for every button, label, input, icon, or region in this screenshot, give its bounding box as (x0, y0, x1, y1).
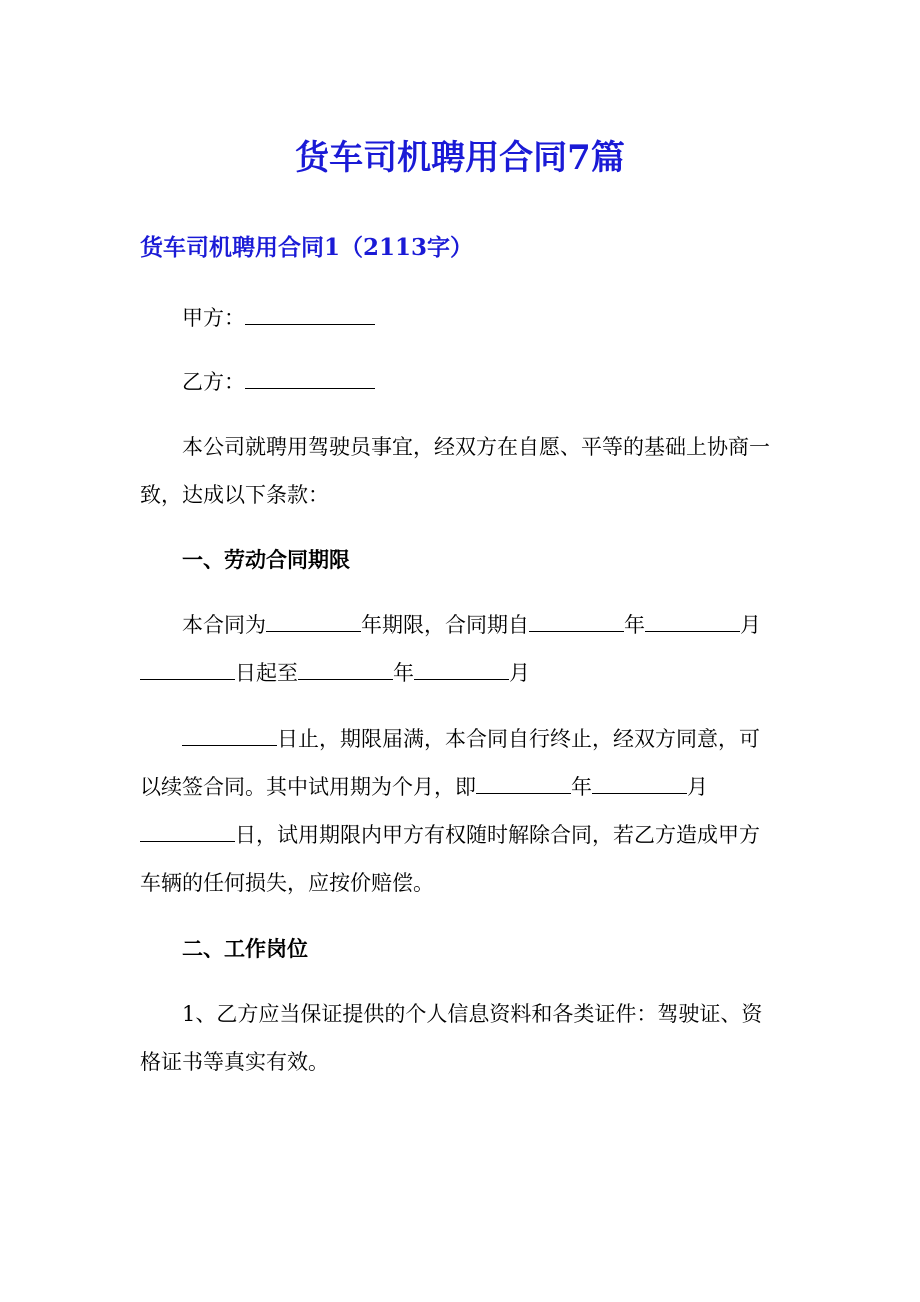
term-text: 以续签合同。其中试用期为个月，即 (140, 775, 476, 799)
intro-line-1: 本公司就聘用驾驶员事宜，经双方在自愿、平等的基础上协商一 (182, 435, 770, 459)
term-text: 年期限，合同期自 (361, 613, 529, 637)
party-a-blank (245, 304, 375, 325)
term-line-6: 车辆的任何损失，应按价赔偿。 (140, 871, 434, 895)
start-month-blank (645, 611, 740, 632)
end-month-blank (414, 659, 509, 680)
term-line-1 (182, 609, 780, 641)
term-text: 月 (740, 613, 761, 637)
trial-day-blank (140, 821, 235, 842)
start-year-blank (529, 611, 624, 632)
term-text: 日起至 (235, 661, 298, 685)
term-text: 年 (624, 613, 645, 637)
term-text: 日，试用期限内甲方有权随时解除合同，若乙方造成甲方 (235, 823, 760, 847)
section-title: 货车司机聘用合同1（2113字） (140, 234, 474, 261)
term-text: 本合同为 (182, 613, 266, 637)
clause2-item1-line2: 格证书等真实有效。 (140, 1050, 329, 1074)
party-b-label: 乙方： (182, 370, 245, 394)
term-text: 年 (393, 661, 414, 685)
clause2-item1-line1: 1、乙方应当保证提供的个人信息资料和各类证件：驾驶证、资 (182, 1002, 763, 1026)
clause2-heading: 二、工作岗位 (182, 936, 308, 961)
party-b-line (182, 366, 780, 398)
term-text: 月 (687, 775, 708, 799)
term-line-3 (182, 723, 780, 755)
term-text: 月 (509, 661, 530, 685)
party-a-line (182, 302, 780, 334)
end-year-blank (298, 659, 393, 680)
end-day-blank (182, 725, 277, 746)
trial-year-blank (476, 773, 571, 794)
term-line-2 (140, 657, 780, 689)
term-text: 日止，期限届满，本合同自行终止，经双方同意，可 (277, 727, 760, 751)
term-text: 年 (571, 775, 592, 799)
party-a-label: 甲方： (182, 306, 245, 330)
intro-line-2: 致，达成以下条款： (140, 483, 329, 507)
clause1-heading: 一、劳动合同期限 (182, 547, 350, 572)
term-line-5 (140, 819, 780, 851)
term-line-4 (140, 771, 780, 803)
party-b-blank (245, 368, 375, 389)
years-blank (266, 611, 361, 632)
start-day-blank (140, 659, 235, 680)
trial-month-blank (592, 773, 687, 794)
document-title: 货车司机聘用合同7篇 (295, 138, 625, 178)
